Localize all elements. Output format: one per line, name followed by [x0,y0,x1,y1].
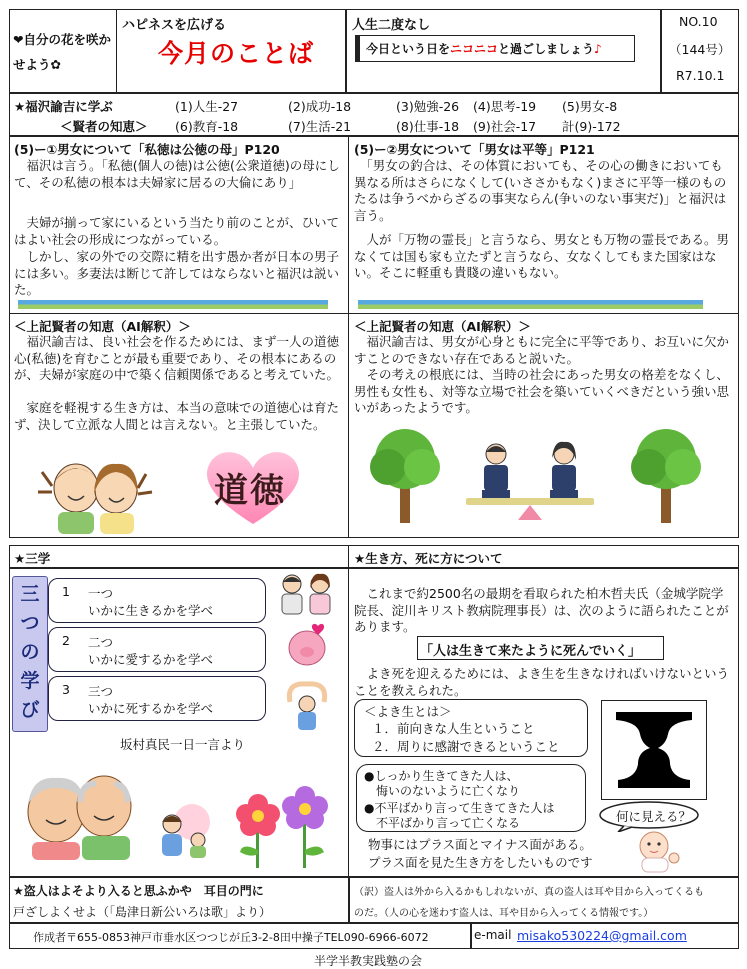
index-r2-2: (7)生活-21 [288,119,352,134]
seesaw-couple-illustration [462,438,598,520]
vchar-1: 三 [20,583,40,605]
index-r1-5: (5)男女-8 [562,99,618,114]
sangaku-source: 坂村真民一日一言より [120,737,246,752]
bubble-text: 何に見える？ [616,809,692,824]
tree-icon [364,425,446,523]
grass-divider-left [18,300,328,309]
right-top-title: (5)ー②男女について「男女は平等」P121 [354,142,595,157]
index-r1-3: (3)勉強-26 [396,99,460,114]
left-mid-title: ＜上記賢者の知恵（AI解釈）＞ [14,319,191,334]
motto-title: 人生二度なし [352,18,431,33]
sangaku-num-3: 3 [62,682,70,697]
right-mid-p2: その考えの根底には、当時の社会にあった男女の格差をなくし、男性も女性も、対等な立場で社会を築いていくべきだという強い思いがあったようです。 [354,367,730,415]
banner-right-line [345,9,347,93]
life-p3a: 物事にはプラス面とマイナス面がある。 [368,837,592,852]
sangaku-l2-3: いかに死するかを学べ [88,701,214,716]
quote-text: 「人は生きて来たように死んでいく」 [420,644,642,659]
vase-faces-illusion-icon [610,708,698,792]
happy-couple-illustration [34,452,156,534]
index-r2-4: (9)社会-17 [473,119,537,134]
index-r1-1: (1)人生-27 [175,99,239,114]
baby-illustration [630,828,682,874]
sangaku-l1-2: 二つ [88,635,114,650]
thinking-couple-illustration [276,572,336,616]
left-top-p2: 夫婦が揃って家にいるという当たり前のことが、ひいてはよい社会の形成につながっている。 [14,215,340,247]
sangaku-title: ★三学 [14,551,51,566]
bullet-1: ●しっかり生きてきた人は、 [364,769,519,783]
left-top-p1: 福沢は言う。「私徳(個人の徳)は公徳(公衆道徳)の母にして、その私徳の根本は夫婦家に居るの大倫にあり」 [14,158,340,190]
mother-baby-illustration [152,800,222,860]
org-name: 半学半教実践塾の会 [314,954,423,968]
yoki-title: ＜よき生とは＞ [364,704,452,719]
right-top-p2: 人が「万物の霊長」と言うなら、男女とも万物の霊長である。男なくては国も家も立たずと言うなら、女なくしてもまた国家はない。そこに軽重も貴賤の違いもない。 [354,232,730,280]
left-top-p3: しかし、家の外での交際に精を出す愚か者が日本の男子には多い。多妻法は断じて許してはならないと福沢は説いた。 [14,249,340,297]
motto-text [366,40,602,57]
scroll-vertical-text [14,580,46,725]
dotoku-text: 道徳 [214,471,286,511]
email-label: e-mail [474,928,512,942]
vchar-2: つ [20,612,40,634]
flower-icon [232,790,284,868]
index-label2: ＜賢者の知恵＞ [60,119,148,134]
yoki-item-1: １．前向きな人生ということ [372,721,535,736]
translation-line2: のだ。（人の心を迷わす盗人は、耳や目から入ってくる情報です。） [354,908,654,919]
bullet-2: 悔いのないように亡くなり [364,784,521,798]
bullet-3: ●不平ばかり言って生きてきた人は [364,801,555,815]
vchar-4: 学 [20,670,40,692]
index-r2-5: 計(9)-172 [562,119,621,134]
index-r2-3: (8)仕事-18 [396,119,460,134]
issue-count: （144号） [669,42,731,57]
grass-divider-right [358,300,703,309]
bullet-4: 不平ばかり言って亡くなる [364,816,521,830]
left-title: ❤自分の花を咲かせよう✿ [13,32,111,72]
left-mid-p1: 福沢諭吉は、良い社会を作るためには、まず一人の道徳心(私徳)を育むことが最も重要であり、その根本にあるのが、夫婦が家庭の中で築く信頼関係であると考えていた。 [14,334,340,382]
flower-icon-2 [280,784,330,868]
index-r1-4: (4)思考-19 [473,99,537,114]
author-info: 作成者〒655-0853神戸市垂水区つつじが丘3-2-8田中操子TEL090-6966-6072 [33,931,429,944]
sangaku-num-2: 2 [62,633,70,648]
banner-main: 今月のことば [158,39,315,68]
email-link[interactable]: misako530224@gmail.com [517,928,687,943]
index-r2-1: (6)教育-18 [175,119,239,134]
right-mid-title: ＜上記賢者の知恵（AI解釈）＞ [354,319,531,334]
right-mid-p1: 福沢諭吉は、男女が心身ともに完全に平等であり、お互いに欠かすことのできない存在であると説いた。 [354,334,730,366]
left-mid-p2: 家庭を軽視する生き方は、本当の意味での道徳心は育たず、決して立派な人間とは言えない。と主張していた。 [14,400,340,432]
sangaku-header-line [9,567,739,569]
banner-sub: ハピネスを広げる [122,18,227,33]
motto-pre: 今日という日を [366,42,451,56]
heart-hands-illustration [282,678,332,732]
footer-mid-line [348,877,350,923]
tree-icon-2 [625,425,707,523]
contact-divider [470,923,472,949]
motto-post: と過ごしましょう [498,42,595,56]
life-p2: よき死を迎えるためには、よき生を生きなければいけないということを教えられた。 [354,666,730,698]
issue-no: NO.10 [679,14,718,29]
sangaku-l1-3: 三つ [88,684,114,699]
vchar-3: の [20,641,40,663]
life-p1: これまで約2500名の最期を看取られた柏木哲夫氏（金城学院学院長、淀川キリスト教病院理事長）は、次のように語られたことがあります。 [354,586,729,634]
issue-cell-line [660,9,662,93]
index-r1-2: (2)成功-18 [288,99,352,114]
pig-love-illustration [282,622,332,672]
grandparents-illustration [18,762,142,860]
right-top-p1: 「男女の釣合は、その体質においても、その心の働きにおいても異なる所はさらになくして(いささかもなく)まさに平等一様のものたるは争うべからざるの事実ならん(争いのない事実だ)」と福沢は言う。 [354,158,727,223]
motto-red: ニコニコ [450,42,499,56]
proverb-line2: 戸ざしよくせよ（「島津日新公いろは歌」より） [13,905,272,919]
yoki-item-2: ２．周りに感謝できるということ [372,739,560,754]
life-p3b: プラス面を見た生き方をしたいものです [368,855,593,870]
left-top-title: (5)ー①男女について「私徳は公徳の母」P120 [14,142,280,157]
sangaku-l1-1: 一つ [88,586,114,601]
translation-line1: （訳）盗人は外から入るかもしれないが、真の盗人は耳や目から入ってくるも [354,887,704,898]
proverb-line1: ★盗人はよそより入ると思ふかや 耳目の門に [13,884,264,898]
life-title: ★生き方、死に方について [354,551,503,566]
vchar-5: び [20,699,40,721]
sangaku-num-1: 1 [62,584,70,599]
sangaku-l2-1: いかに生きるかを学べ [88,603,214,618]
music-note-icon: ♪ [594,42,602,56]
issue-date: R7.10.1 [676,68,725,83]
sangaku-l2-2: いかに愛するかを学べ [88,652,214,667]
index-label1: ★福沢諭吉に学ぶ [14,99,113,114]
